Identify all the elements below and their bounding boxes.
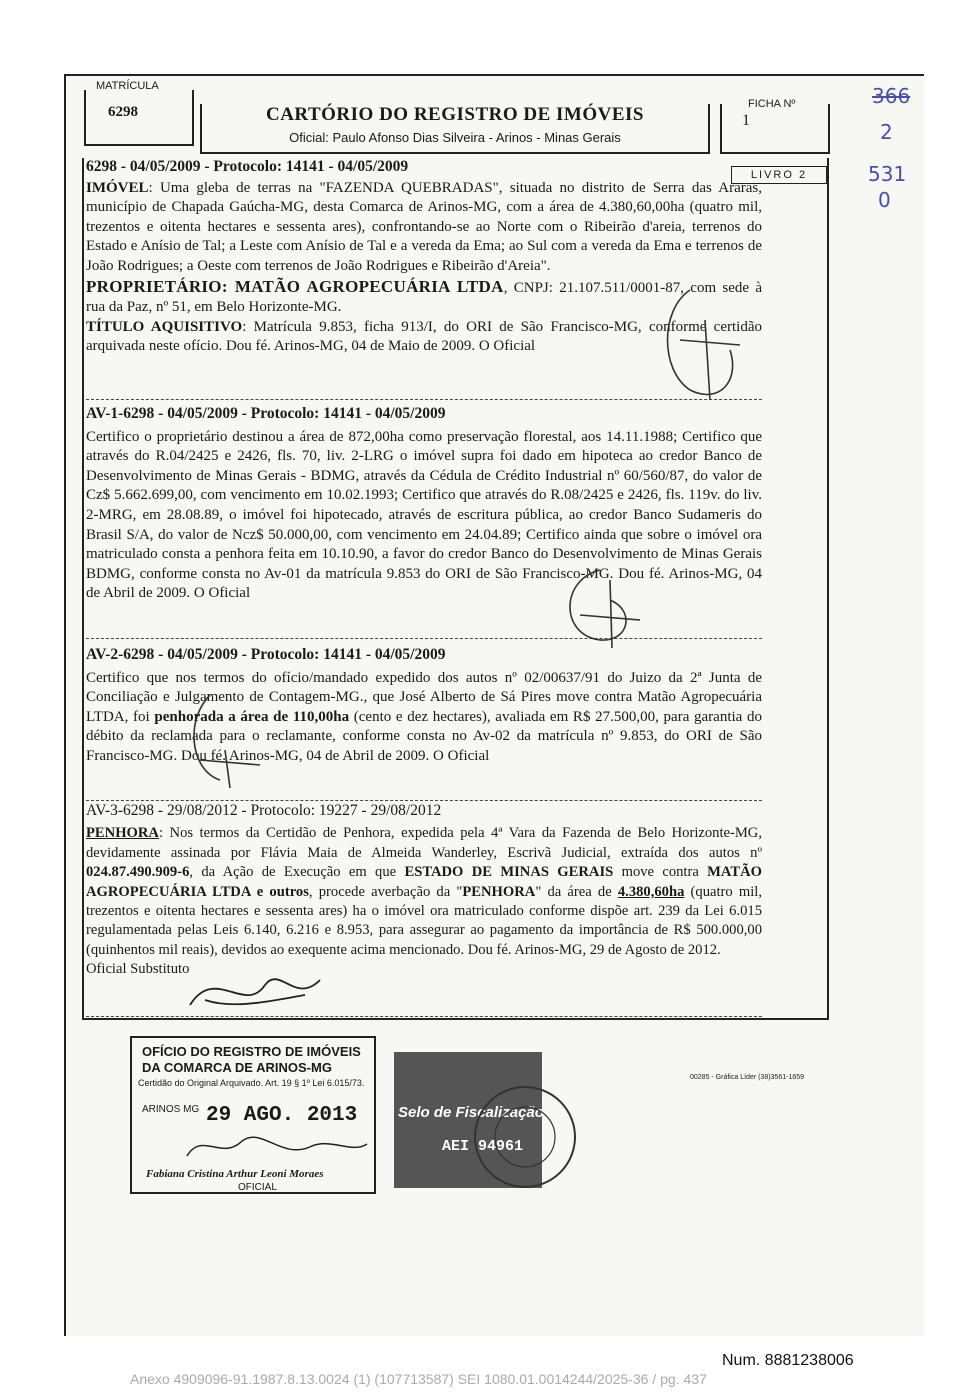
livro-label: LIVRO 2 [731, 166, 827, 184]
av3-bold: MATÃO AGROPECUÁRIA LTDA e outros [86, 864, 762, 900]
penhora-label: PENHORA [86, 825, 159, 842]
av3-text: , procede averbação da " [308, 883, 463, 900]
av3-text: (quatro mil, trezentos e oitenta hectares e sessenta ares) ha o imóvel ora matriculado conforme dispõe art. 239 da Lei 6.015 regulamentada pelas Leis 6.140, 6.216 e 8.953, para assegurar ao pagamento da importância de R$ 500.000,00 (quinhentos mil reais), devidos ao exequente acima mencionado. Dou fé. Arinos-MG, 29 de Agosto de 2012. [86, 883, 762, 958]
stamp-date: 29 AGO. 2013 [206, 1104, 358, 1127]
stamp-names: Fabiana Cristina Arthur Leoni Moraes [146, 1168, 324, 1180]
titulo-text: : Matrícula 9.853, ficha 913/I, do ORI de São Francisco-MG, conforme certidão arquivada neste ofício. Dou fé. Arinos-MG, 04 de Maio de 2009. O Oficial [86, 318, 762, 355]
entry-heading: AV-3-6298 - 29/08/2012 - Protocolo: 19227 - 29/08/2012 [86, 802, 442, 819]
stamp-place: ARINOS MG [142, 1104, 200, 1115]
attachment-reference: Anexo 4909096-91.1987.8.13.0024 (1) (107713587) SEI 1080.01.0014244/2025-36 / pg. 437 [130, 1371, 707, 1387]
ficha-number: 1 [742, 112, 750, 129]
matricula-label: MATRÍCULA [92, 80, 163, 92]
ficha-box [720, 104, 830, 154]
av2-text: (cento e dez hectares), avaliada em R$ 27.500,00, para garantia do débito da reclamada para o reclamante, conforme consta no Av-02 da matrícula nº 9.853, do ORI de São Francisco-MG. Dou fé. Arinos-MG, 04 de Abril de 2009. O Oficial [86, 708, 763, 764]
printer-imprint: 00285 - Gráfica Líder (38)3561-1659 [690, 1074, 805, 1081]
entry-heading: 6298 - 04/05/2009 - Protocolo: 14141 - 04/05/2009 [86, 158, 409, 175]
matricula-box [84, 90, 194, 146]
margin-note: 0 [878, 188, 891, 212]
stamp-role: OFICIAL [238, 1182, 277, 1193]
registry-official: Oficial: Paulo Afonso Dias Silveira - Arinos - Minas Gerais [289, 130, 621, 145]
titulo-label: TÍTULO AQUISITIVO [86, 318, 243, 335]
stamp-comarca: DA COMARCA DE ARINOS-MG [142, 1060, 332, 1075]
official-signature [540, 560, 650, 650]
av2-text: Certifico que nos termos do ofício/mandado expedido dos autos nº 02/00637/91 do Juizo da 2ª Junta de Conciliação e Julgamento de Contagem-MG., que José Alberto de Sá Pires move contra Matão Agropecuária LTDA, foi [86, 669, 762, 725]
margin-note: 531 [868, 162, 907, 186]
stamp-office: OFÍCIO DO REGISTRO DE IMÓVEIS [142, 1044, 361, 1059]
entry-heading: AV-2-6298 - 04/05/2009 - Protocolo: 14141 - 04/05/2009 [86, 646, 446, 663]
av3-bold: 4.380,60ha [617, 883, 685, 900]
entry-av3 [86, 801, 762, 980]
stamp-signature [182, 1126, 372, 1166]
imovel-paragraph [86, 179, 762, 277]
official-signature [650, 280, 760, 410]
av3-bold: ESTADO DE MINAS GERAIS [404, 864, 614, 881]
document-number: Num. 8881238006 [722, 1352, 854, 1369]
margin-note: 366 [872, 84, 911, 108]
round-stamp [470, 1082, 580, 1192]
margin-note: 2 [880, 120, 893, 144]
substitute-signature [185, 955, 325, 1025]
stamp-legal-note: Certidão do Original Arquivado. Art. 19 § 1º Lei 6.015/73. [138, 1078, 365, 1088]
certificate-stamp [130, 1036, 376, 1194]
entry-heading: AV-1-6298 - 04/05/2009 - Protocolo: 14141 - 04/05/2009 [86, 405, 446, 422]
av3-signoff: Oficial Substituto [86, 961, 190, 978]
av3-text: " da área de [535, 883, 618, 900]
imovel-label: IMÓVEL [86, 179, 149, 196]
ficha-label: FICHA Nº [745, 98, 798, 110]
av3-bold: 024.87.490.909-6 [86, 864, 190, 881]
imovel-text: : Uma gleba de terras na "FAZENDA QUEBRADAS", situada no distrito de Serra das Araras, município de Chapada Gaúcha-MG, desta Comarca de Arinos-MG, com a área de 4.380,60,00ha (quatro mil, trezentos e oitenta hectares e sessenta ares), confrontando-se ao Norte com o Ribeirão d'areia, terrenos do Estado e Anísio de Tal; a Leste com Anísio de Tal e a vereda da Ema; ao Sul com a vereda da Ema e terrenos de João Rodrigues; a Oeste com terrenos de João Rodrigues e Ribeirão d'Areia". [86, 179, 762, 274]
av3-text: : Nos termos da Certidão de Penhora, expedida pela 4ª Vara da Fazenda de Belo Horizonte-MG, devidamente assinada por Flávia Maia de Almeida Wanderley, Escrivã Judicial, extraída dos autos nº [86, 825, 762, 861]
entry-separator [86, 638, 762, 639]
av1-text: Certifico o proprietário destinou a área de 872,00ha como preservação florestal, aos 14.11.1988; Certifico que através do R.04/2425 e 2426, fls. 70, liv. 2-LRG o imóvel supra foi dado em hipoteca ao credor Banco de Desenvolvimento de Minas Gerais - BDMG, através da Cédula de Crédito Industrial nº 60/560/87, do valor de Cz$ 5.662.699,00, com vencimento em 10.02.1993; Certifico que através do R.08/2425 e 2426, fls. 119v. do liv. 2-MRG, em 28.08.89, o imóvel foi hipotecado, através de escritura pública, ao credor Banco Sudameris do Brasil S/A, do valor de Ncz$ 50.000,00, com vencimento em 24.04.89; Certifico ainda que sobre o imóvel ora matriculado consta a penhora feita em 10.10.90, a favor do credor Banco do Desenvolvimento de Minas Gerais BDMG, conforme consta no Av-01 da matrícula 9.853 do ORI de São Francisco-MG. Dou fé. Arinos-MG, 04 de Abril de 2009. O Oficial [86, 428, 762, 602]
proprietario-label: PROPRIETÁRIO: MATÃO AGROPECUÁRIA LTDA [86, 276, 504, 296]
proprietario-text: , CNPJ: 21.107.511/0001-87, com sede à rua da Paz, nº 51, em Belo Horizonte-MG. [86, 279, 762, 316]
av3-paragraph [86, 824, 762, 960]
av3-text: , da Ação de Execução em que [189, 864, 405, 881]
matricula-number: 6298 [108, 104, 138, 120]
av2-bold: penhorada a área de 110,00ha [154, 708, 350, 725]
fiscal-seal-title: Selo de Fiscalização [398, 1104, 544, 1121]
fiscal-seal-code: AEI 94961 [442, 1138, 524, 1155]
official-signature [180, 690, 270, 790]
av3-text: move contra [613, 864, 708, 881]
entry-av1 [86, 404, 762, 604]
av3-bold: PENHORA [462, 883, 536, 900]
registry-title: CARTÓRIO DO REGISTRO DE IMÓVEIS [265, 104, 644, 125]
